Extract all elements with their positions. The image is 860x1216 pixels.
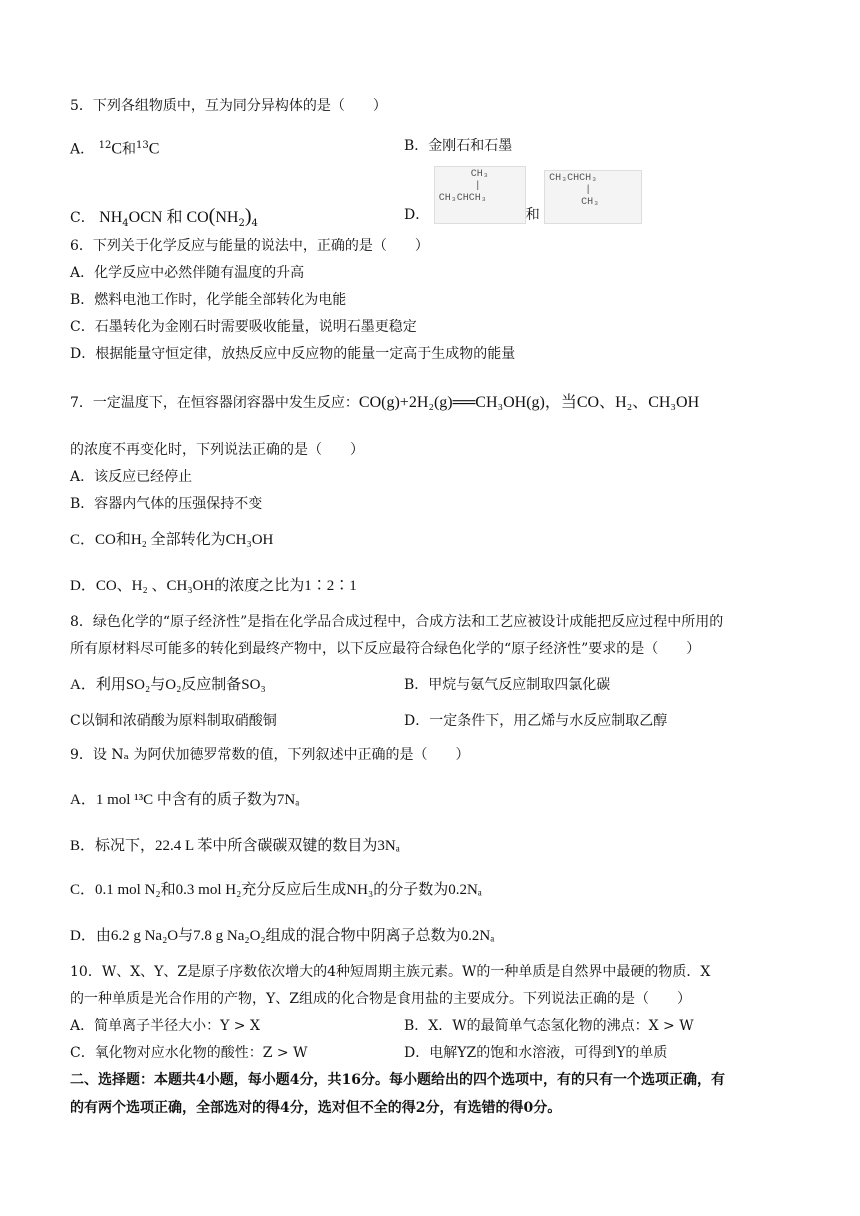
q9-stem: 9．设 Nₐ 为阿伏加德罗常数的值，下列叙述中正确的是（ ）	[70, 747, 470, 763]
q6-stem: 6．下列关于化学反应与能量的说法中，正确的是（ ）	[70, 238, 429, 254]
q7-stem-line1: 7．一定温度下，在恒容器闭容器中发生反应：CO(g)+2H₂(g)══CH₃OH(g)，当CO、H₂、CH₃OH	[70, 394, 700, 411]
q8-option-a: A．利用SO₂与O₂反应制备SO₃	[70, 677, 266, 693]
section-2-instructions: 的有两个选项正确，全部选对的得4分，选对但不全的得2分，有选错的得0分。	[70, 1100, 562, 1116]
q7-option-d: D．CO、H₂ 、CH₃OH的浓度之比为1∶2∶1	[70, 578, 357, 594]
q8-option-b: B．甲烷与氨气反应制取四氯化碳	[404, 677, 611, 693]
q10-option-b: B．X．W的最简单气态氢化物的沸点：X > W	[404, 1018, 694, 1034]
q7-equation: CO(g)+2H₂(g)══CH₃OH(g)	[358, 394, 545, 411]
q6-option-b: B．燃料电池工作时，化学能全部转化为电能	[70, 292, 347, 308]
q9-option-d: D．由6.2 g Na₂O与7.8 g Na₂O₂组成的混合物中阴离子总数为0.2Nₐ	[70, 928, 495, 944]
q5-option-d: D． CH₃ | CH₃CHCH₃ 和 CH₃CHCH₃ | CH₃	[404, 166, 642, 224]
q5-option-b: B．金刚石和石墨	[404, 138, 513, 154]
q7-stem-line2: 的浓度不再变化时，下列说法正确的是（ ）	[70, 442, 364, 458]
q10-option-c: C．氧化物对应水化物的酸性：Z > W	[70, 1045, 308, 1061]
q8-option-c: C以铜和浓硝酸为原料制取硝酸铜	[70, 713, 277, 729]
q9-option-a: A．1 mol ¹³C 中含有的质子数为7Nₐ	[70, 792, 300, 808]
q6-option-d: D．根据能量守恒定律，放热反应中反应物的能量一定高于生成物的能量	[70, 346, 516, 362]
q10-stem-line2: 的一种单质是光合作用的产物，Y、Z组成的化合物是食用盐的主要成分。下列说法正确的是（ ）	[70, 991, 691, 1007]
q10-option-d: D．电解YZ的饱和水溶液，可得到Y的单质	[404, 1045, 668, 1061]
q5-stem: 5．下列各组物质中，互为同分异构体的是（ ）	[70, 98, 387, 114]
section-2-heading: 二、选择题：本题共4小题，每小题4分，共16分。每小题给出的四个选项中，有的只有一个选项正确，有	[70, 1072, 725, 1088]
q9-option-c: C．0.1 mol N₂和0.3 mol H₂充分反应后生成NH₃的分子数为0.2Nₐ	[70, 882, 482, 898]
q6-option-c: C．石墨转化为金刚石时需要吸收能量，说明石墨更稳定	[70, 319, 417, 335]
q8-stem-line2: 所有原材料尽可能多的转化到最终产物中，以下反应最符合绿色化学的“原子经济性”要求的是（ ）	[70, 641, 701, 657]
isobutane-structure-2: CH₃CHCH₃ | CH₃	[544, 170, 642, 224]
q10-stem-line1: 10．W、X、Y、Z是原子序数依次增大的4种短周期主族元素。W的一种单质是自然界中最硬的物质．X	[70, 964, 711, 980]
q8-option-d: D．一定条件下，用乙烯与水反应制取乙醇	[404, 713, 668, 729]
q5-option-a: A． $^{12}$C和$^{13}$C	[70, 140, 160, 158]
q7-option-c: C．CO和H₂ 全部转化为CH₃OH	[70, 532, 274, 548]
isobutane-structure-1: CH₃ | CH₃CHCH₃	[434, 166, 526, 224]
q9-option-b: B．标况下，22.4 L 苯中所含碳碳双键的数目为3Nₐ	[70, 838, 400, 854]
q5-option-c: C． $NH_4OCN$ 和 $CO(NH_2)_4$	[70, 205, 258, 229]
q7-option-a: A．该反应已经停止	[70, 469, 193, 485]
isotope-mass-12: 12	[98, 140, 112, 151]
q10-option-a: A．简单离子半径大小：Y > X	[70, 1018, 260, 1034]
q6-option-a: A．化学反应中必然伴随有温度的升高	[70, 265, 305, 281]
isotope-mass-13: 13	[135, 140, 149, 151]
q7-option-b: B．容器内气体的压强保持不变	[70, 496, 263, 512]
q8-stem-line1: 8．绿色化学的“原子经济性”是指在化学品合成过程中，合成方法和工艺应被设计成能把反应过程中所用的	[70, 614, 724, 630]
